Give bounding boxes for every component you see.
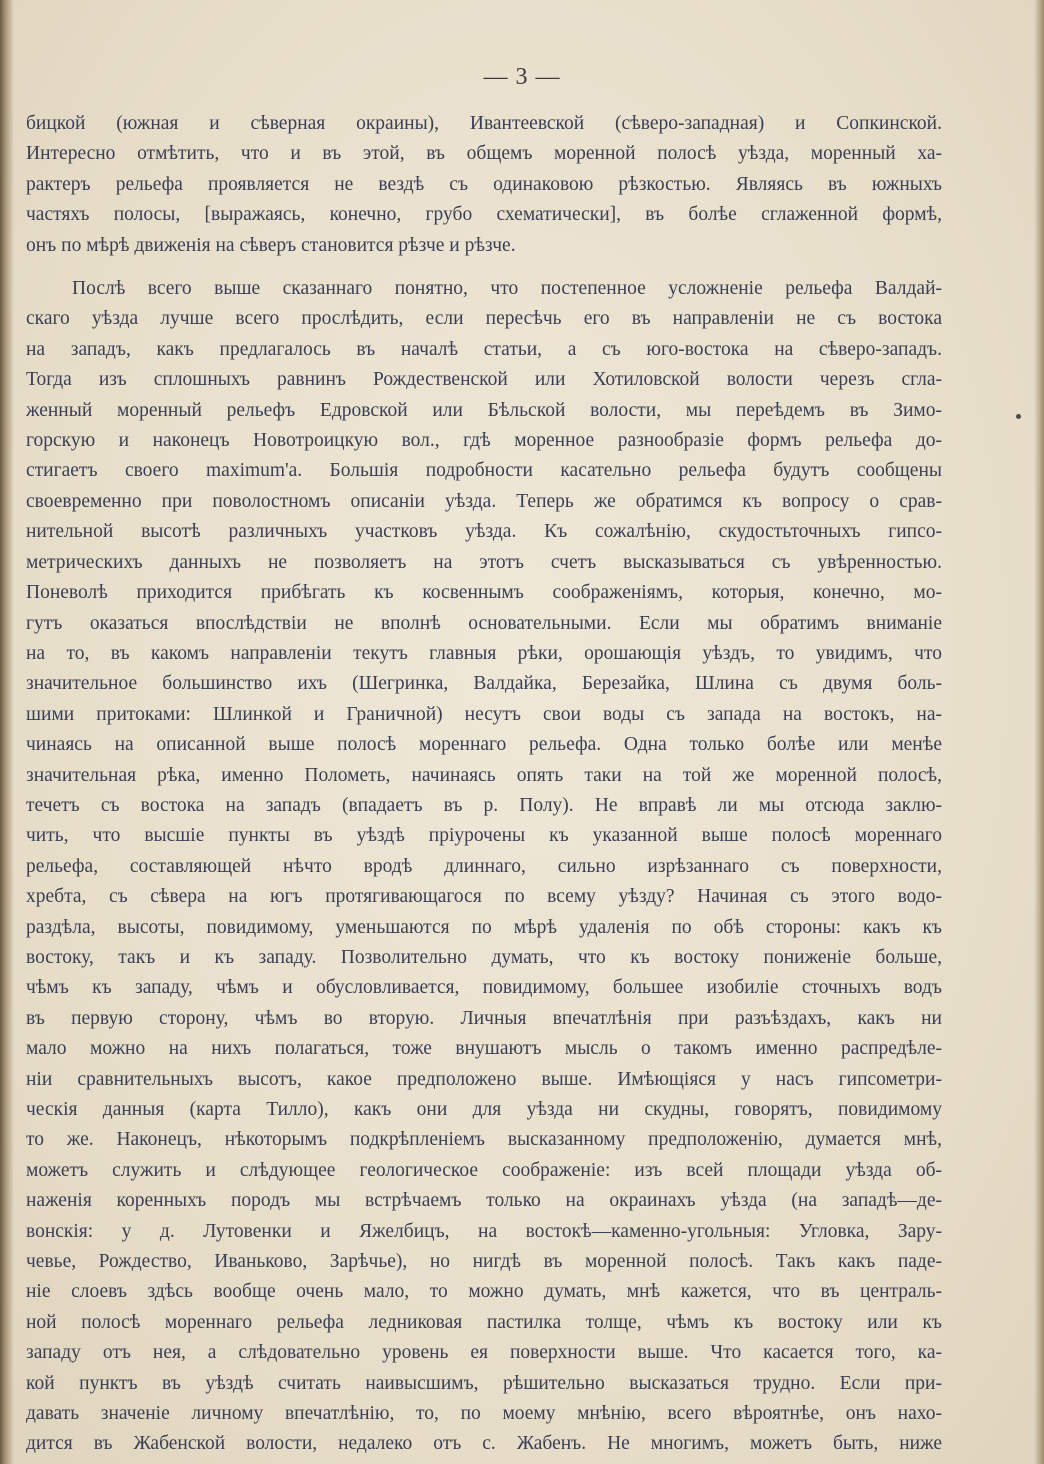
text-line: чѣмъ къ западу, чѣмъ и обусловливается, повидимому, большее изобиліе сточныхъ водъ: [26, 977, 942, 999]
text-line: вонскія: у д. Лутовенки и Яжелбицъ, на востокѣ—каменно-угольныя: Угловка, Зару-: [26, 1220, 942, 1242]
text-line: рельефа, составляющей нѣчто вродѣ длиннаго, сильно изрѣзаннаго съ поверхности,: [26, 855, 942, 877]
text-line: значительная рѣка, именно Полометь, начинаясь опять таки на той же моренной полосѣ,: [26, 764, 942, 786]
text-line: Послѣ всего выше сказаннаго понятно, что постепенное усложненіе рельефа Валдай-: [72, 278, 942, 300]
text-line: ніи сравнительныхъ высотъ, какое предположено выше. Имѣющіяся у насъ гипсометри-: [26, 1068, 942, 1090]
text-line: хребта, съ сѣвера на югъ протягивающагося по всему уѣзду? Начиная съ этого водо-: [26, 886, 942, 908]
page-binding-shadow: [0, 0, 14, 1464]
text-line: кой пунктъ въ уѣздѣ считать наивысшимъ, рѣшительно высказаться трудно. Если при-: [26, 1372, 942, 1394]
text-line: скаго уѣзда лучше всего прослѣдить, если пересѣчь его въ направленіи не съ востока: [26, 308, 942, 330]
text-line: можетъ служить и слѣдующее геологическое соображеніе: изъ всей площади уѣзда об-: [26, 1159, 942, 1181]
text-line: горскую и наконецъ Новотроицкую вол., гдѣ моренное разнообразіе формъ рельефа до-: [26, 430, 942, 452]
text-line: давать значеніе личному впечатлѣнію, то, по моему мнѣнію, всего вѣроятнѣе, онъ нахо-: [26, 1403, 942, 1425]
text-line: ніе слоевъ здѣсь вообще очень мало, то можно думать, мнѣ кажется, что въ централь-: [26, 1281, 942, 1303]
text-line: дится въ Жабенской волости, недалеко отъ с. Жабенъ. Не многимъ, можетъ быть, ниже: [26, 1433, 942, 1455]
text-line: чить, что высшіе пункты въ уѣздѣ пріурочены къ указанной выше полосѣ мореннаго: [26, 825, 942, 847]
text-line: онъ по мѣрѣ движенія на сѣверъ становится рѣзче и рѣзче.: [26, 234, 516, 256]
body-text: [26, 109, 942, 1460]
paragraph: [26, 274, 942, 1460]
text-line: раздѣла, высоты, повидимому, уменьшаются по мѣрѣ удаленія по обѣ стороны: какъ къ: [26, 916, 942, 938]
text-line: Тогда изъ сплошныхъ равнинъ Рождественской или Хотиловской волости черезъ сгла-: [26, 369, 942, 391]
text-line: въ первую сторону, чѣмъ во вторую. Личныя впечатлѣнія при разъѣздахъ, какъ ни: [26, 1007, 942, 1029]
paragraph: [26, 109, 942, 261]
text-line: женный моренный рельефъ Едровской или Бѣльской волости, мы переѣдемъ въ Зимо-: [26, 399, 942, 421]
text-line: течетъ съ востока на западъ (впадаетъ въ р. Полу). Не вправѣ ли мы отсюда заклю-: [26, 794, 942, 816]
text-line: ной полосѣ мореннаго рельефа ледниковая пастилка толще, чѣмъ къ востоку или къ: [26, 1311, 942, 1333]
text-line: западу отъ нея, а слѣдовательно уровень ея поверхности выше. Что касается того, ка-: [26, 1342, 942, 1364]
text-line: то же. Наконецъ, нѣкоторымъ подкрѣпленіемъ высказанному предположенію, думается мнѣ,: [26, 1129, 942, 1151]
text-line: шими притоками: Шлинкой и Граничной) несутъ свои воды съ запада на востокъ, на-: [26, 703, 942, 725]
text-line: своевременно при поволостномъ описаніи уѣзда. Теперь же обратимся къ вопросу о срав-: [26, 490, 942, 512]
text-line: мало можно на нихъ полагаться, тоже внушаютъ мысль о такомъ именно распредѣле-: [26, 1038, 942, 1060]
text-line: Интересно отмѣтить, что и въ этой, въ общемъ моренной полосѣ уѣзда, моренный ха-: [26, 143, 942, 165]
text-line: частяхъ полосы, [выражаясь, конечно, грубо схематически], въ болѣе сглаженной формѣ,: [26, 204, 942, 226]
text-line: гутъ оказаться впослѣдствіи не вполнѣ основательными. Если мы обратимъ вниманіе: [26, 612, 942, 634]
text-line: метрическихъ данныхъ не позволяетъ на этотъ счетъ высказываться съ увѣренностью.: [26, 551, 942, 573]
page-edge-shadow: [1034, 0, 1044, 1464]
text-line: чевье, Рождество, Иваньково, Зарѣчье), но нигдѣ въ моренной полосѣ. Такъ какъ паде-: [26, 1251, 942, 1273]
text-line: на то, въ какомъ направленіи текутъ главныя рѣки, орошающія уѣздъ, то увидимъ, что: [26, 642, 942, 664]
text-line: востоку, такъ и къ западу. Позволительно думать, что къ востоку пониженіе больше,: [26, 946, 942, 968]
text-line: рактеръ рельефа проявляется не вездѣ съ одинаковою рѣзкостью. Являясь въ южныхъ: [26, 173, 942, 195]
paper-speck: [1016, 414, 1021, 419]
text-line: бицкой (южная и сѣверная окраины), Ивантеевской (сѣверо-западная) и Сопкинской.: [26, 113, 942, 134]
text-line: стигаетъ своего maximum'а. Большія подробности касательно рельефа будутъ сообщены: [26, 460, 942, 482]
text-line: значительное большинство ихъ (Шегринка, Валдайка, Березайка, Шлина съ двумя боль-: [26, 673, 942, 695]
text-line: на западъ, какъ предлагалось въ началѣ статьи, а съ юго-востока на сѣверо-западъ.: [26, 338, 942, 360]
text-line: Поневолѣ приходится прибѣгать къ косвеннымъ соображеніямъ, которыя, конечно, мо-: [26, 582, 942, 604]
text-line: чинаясь на описанной выше полосѣ мореннаго рельефа. Одна только болѣе или менѣе: [26, 734, 942, 756]
page-number: — 3 —: [483, 64, 561, 90]
text-line: ческія данныя (карта Тилло), какъ они для уѣзда ни скудны, говорятъ, повидимому: [26, 1099, 942, 1120]
text-line: нительной высотѣ различныхъ участковъ уѣзда. Къ сожалѣнію, скудостьточныхъ гипсо-: [26, 521, 942, 543]
text-line: наженія коренныхъ породъ мы встрѣчаемъ только на окраинахъ уѣзда (на западѣ—де-: [26, 1190, 942, 1212]
